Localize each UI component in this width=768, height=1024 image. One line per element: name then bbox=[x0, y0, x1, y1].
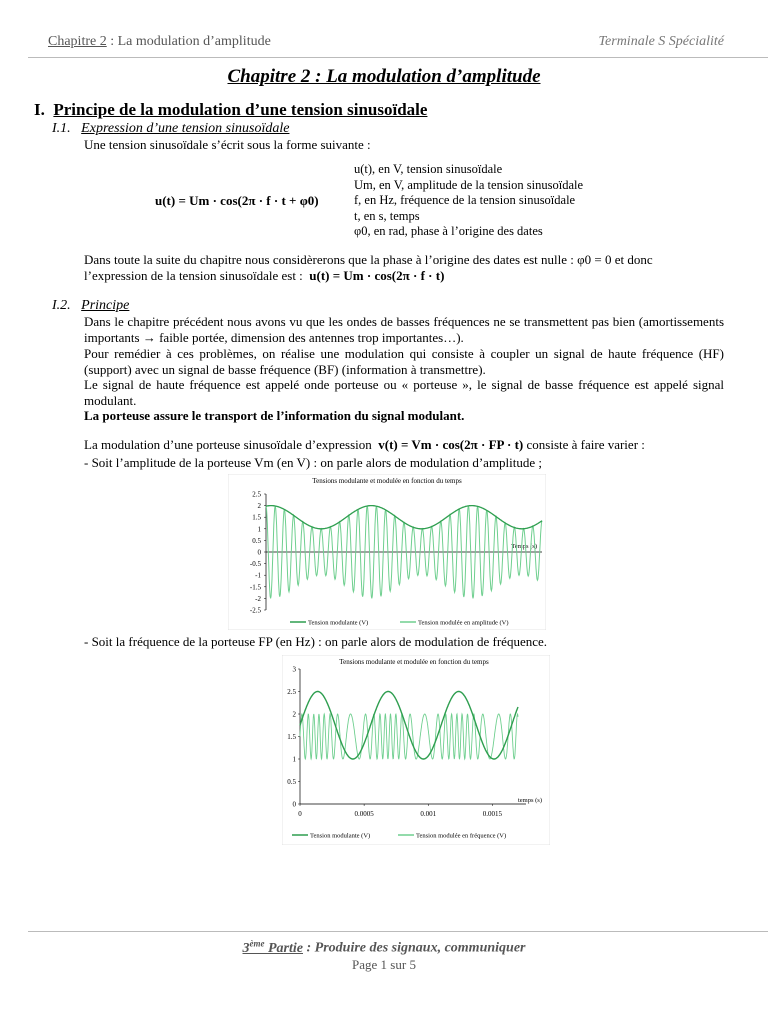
y-tick-label: 0 bbox=[257, 548, 261, 557]
principle-paragraph-2: Pour remédier à ces problèmes, on réalise une modulation qui consiste à coupler un signal de haute fréquence (HF) (support) avec un signal de basse fréquence (BF) (information à transmettre). bbox=[84, 346, 724, 377]
legend-label-modulant: Tension modulante (V) bbox=[310, 832, 371, 840]
header-chapter-link: Chapitre 2 bbox=[48, 34, 107, 49]
subsection-1-title: Expression d’une tension sinusoïdale bbox=[81, 121, 290, 136]
expression-paragraph bbox=[84, 268, 444, 284]
footer-part bbox=[0, 938, 768, 957]
y-tick-label: 1.5 bbox=[287, 733, 296, 741]
formula-v: v(t) = Vm · cos(2π · FP · t) bbox=[378, 437, 524, 452]
footer-page: Page 1 sur 5 bbox=[352, 957, 416, 972]
definition-item: u(t), en V, tension sinusoïdale bbox=[354, 162, 503, 176]
bullet-frequency: - Soit la fréquence de la porteuse FP (en Hz) : on parle alors de modulation de fréquence. bbox=[84, 634, 548, 649]
formula-u-simple: u(t) = Um · cos(2π · f · t) bbox=[309, 268, 445, 283]
x-tick-label: 0.0015 bbox=[482, 810, 502, 818]
footer-rule bbox=[28, 931, 768, 932]
definition-item: f, en Hz, fréquence de la tension sinusoïdale bbox=[354, 193, 576, 207]
definition-list bbox=[354, 162, 583, 240]
section-num: I. bbox=[34, 100, 45, 119]
chart-amplitude-svg bbox=[228, 474, 546, 630]
x-tick-label: 0.001 bbox=[420, 810, 437, 818]
expression-text: l’expression de la tension sinusoïdale est : bbox=[84, 268, 303, 283]
subsection-2-heading bbox=[52, 298, 129, 314]
header-chapter-rest: : La modulation d’amplitude bbox=[106, 34, 271, 49]
y-tick-label: 1.5 bbox=[252, 513, 261, 522]
y-tick-label: 0.5 bbox=[252, 536, 261, 545]
definition-item: t, en s, temps bbox=[354, 208, 420, 223]
chart-amplitude bbox=[228, 474, 546, 630]
y-tick-label: -2 bbox=[255, 594, 261, 603]
header-level: Terminale S Spécialité bbox=[598, 34, 724, 49]
x-tick-label: 0.0005 bbox=[354, 810, 374, 818]
subsection-2-title: Principe bbox=[81, 298, 130, 313]
y-tick-label: 1 bbox=[257, 525, 261, 534]
footer-part-sup: ème bbox=[249, 938, 265, 948]
subsection-1-num: I.1. bbox=[52, 121, 71, 136]
y-tick-label: 3 bbox=[292, 665, 296, 674]
legend-label-modulated: Tension modulée en fréquence (V) bbox=[416, 832, 507, 840]
modulation-paragraph bbox=[84, 437, 645, 453]
y-tick-label: -0.5 bbox=[249, 560, 261, 569]
chart-title: Tensions modulante et modulée en fonction du temps bbox=[339, 658, 489, 666]
header-chapter bbox=[48, 34, 271, 50]
x-axis-label: Temps (s) bbox=[511, 543, 537, 550]
intro-text: Une tension sinusoïdale s’écrit sous la forme suivante : bbox=[84, 137, 371, 152]
principle-paragraph-3: Le signal de haute fréquence est appelé onde porteuse ou « porteuse », le signal de basse fréquence est appelé signal modulant. bbox=[84, 377, 724, 408]
principle-paragraph-4: La porteuse assure le transport de l’information du signal modulant. bbox=[84, 408, 465, 423]
modulation-text-end: consiste à faire varier : bbox=[526, 437, 645, 452]
y-tick-label: 0.5 bbox=[287, 778, 296, 786]
footer-part-num: 3 bbox=[242, 940, 250, 956]
principle-paragraph-1: Dans le chapitre précédent nous avons vu que les ondes de basses fréquences ne se transmettent pas bien (amortissements importants → faible portée, dimension des antennes trop importantes…). bbox=[84, 314, 724, 345]
y-tick-label: 2.5 bbox=[287, 688, 296, 696]
formula-u: u(t) = Um · cos(2π · f · t + φ0) bbox=[155, 193, 319, 208]
footer-part-rest: : Produire des signaux, communiquer bbox=[303, 940, 526, 956]
subsection-2-num: I.2. bbox=[52, 298, 71, 313]
x-axis-label: temps (s) bbox=[517, 797, 542, 804]
definition-item: φ0, en rad, phase à l’origine des dates bbox=[354, 224, 543, 238]
modulation-text: La modulation d’une porteuse sinusoïdale d’expression bbox=[84, 437, 372, 452]
header-rule bbox=[28, 57, 768, 58]
y-tick-label: 2.5 bbox=[252, 490, 261, 499]
legend-label-modulated: Tension modulée en amplitude (V) bbox=[418, 619, 509, 627]
legend-label-modulant: Tension modulante (V) bbox=[308, 619, 369, 627]
y-tick-label: 1 bbox=[292, 755, 296, 764]
phase-paragraph: Dans toute la suite du chapitre nous considèrerons que la phase à l’origine des dates est nulle : φ0 = 0 et donc bbox=[84, 252, 653, 267]
bullet-amplitude: - Soit l’amplitude de la porteuse Vm (en V) : on parle alors de modulation d’amplitude ; bbox=[84, 455, 543, 470]
y-tick-label: 2 bbox=[257, 502, 261, 511]
y-tick-label: -1.5 bbox=[249, 583, 261, 592]
section-heading bbox=[34, 100, 427, 120]
section-title: Principe de la modulation d’une tension sinusoïdale bbox=[53, 100, 428, 119]
page-title: Chapitre 2 : La modulation d’amplitude bbox=[227, 66, 541, 87]
subsection-1-heading bbox=[52, 121, 289, 137]
y-tick-label: -1 bbox=[255, 571, 261, 580]
chart-frequency-svg bbox=[282, 655, 550, 845]
y-tick-label: 0 bbox=[292, 800, 296, 809]
footer-part-label: Partie bbox=[268, 940, 303, 956]
chart-frequency bbox=[282, 655, 550, 845]
y-tick-label: -2.5 bbox=[249, 606, 261, 615]
y-tick-label: 2 bbox=[292, 710, 296, 719]
chart-title: Tensions modulante et modulée en fonction du temps bbox=[312, 477, 462, 485]
definition-item: Um, en V, amplitude de la tension sinusoïdale bbox=[354, 177, 584, 192]
x-tick-label: 0 bbox=[298, 810, 302, 818]
